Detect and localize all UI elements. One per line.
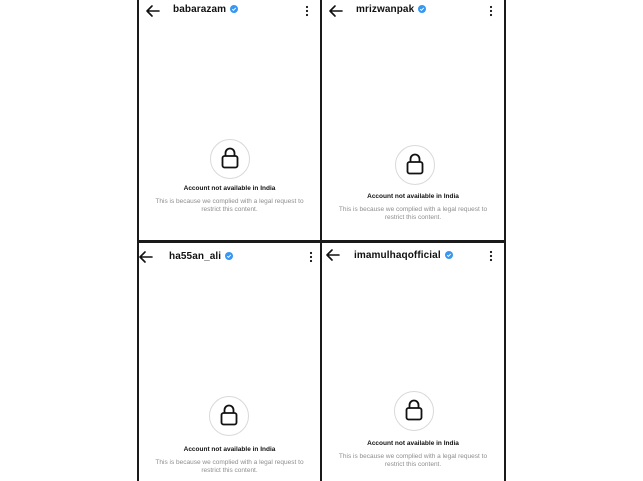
description-line-2: restrict this content. [201, 206, 258, 213]
restriction-description [330, 206, 496, 222]
username-text: mrizwanpak [356, 4, 415, 15]
description-line-1: This is because we complied with a legal request to [155, 198, 304, 205]
username-text: babarazam [173, 4, 227, 15]
verified-badge-icon [230, 5, 238, 13]
more-options-icon[interactable] [488, 249, 494, 263]
lock-badge [395, 145, 435, 185]
lock-badge [394, 391, 434, 431]
verified-badge-icon [445, 251, 453, 259]
restriction-description [147, 198, 312, 214]
description-line-2: restrict this content. [201, 467, 258, 474]
lock-icon [221, 147, 239, 169]
top-bar [139, 0, 320, 24]
verified-badge-icon [225, 252, 233, 260]
profile-panel-3 [139, 243, 320, 481]
back-arrow-icon[interactable] [139, 249, 154, 265]
description-line-1: This is because we complied with a legal request to [338, 453, 488, 460]
profile-panel-2 [322, 0, 504, 240]
description-line-1: This is because we complied with a legal request to [155, 459, 304, 466]
lock-badge [209, 396, 249, 436]
verified-badge-icon [418, 5, 426, 13]
restriction-title: Account not available in India [367, 440, 459, 447]
more-options-icon[interactable] [308, 250, 314, 264]
back-arrow-icon[interactable] [145, 3, 161, 19]
lock-icon [406, 153, 424, 175]
back-arrow-icon[interactable] [328, 3, 344, 19]
middle-divider [137, 240, 506, 243]
more-options-icon[interactable] [304, 4, 310, 18]
top-bar [139, 243, 320, 267]
restriction-description [147, 459, 312, 475]
top-bar [322, 0, 504, 24]
restriction-title: Account not available in India [183, 185, 276, 192]
lock-icon [220, 404, 238, 426]
restriction-description [330, 453, 496, 469]
username-label [169, 251, 233, 262]
top-bar [322, 243, 504, 267]
description-line-1: This is because we complied with a legal request to [338, 206, 488, 213]
lock-icon [405, 399, 423, 421]
description-line-2: restrict this content. [384, 214, 442, 221]
description-line-2: restrict this content. [384, 461, 442, 468]
profile-panel-4 [322, 243, 504, 481]
lock-badge [210, 139, 250, 179]
more-options-icon[interactable] [488, 4, 494, 18]
username-label [173, 4, 238, 15]
username-label [354, 250, 453, 261]
username-text: ha55an_ali [169, 251, 222, 262]
back-arrow-icon[interactable] [325, 247, 341, 263]
username-text: imamulhaqofficial [354, 250, 441, 261]
username-label [356, 4, 426, 15]
restriction-title: Account not available in India [367, 193, 459, 200]
restriction-title: Account not available in India [183, 446, 276, 453]
profile-panel-1 [139, 0, 320, 240]
